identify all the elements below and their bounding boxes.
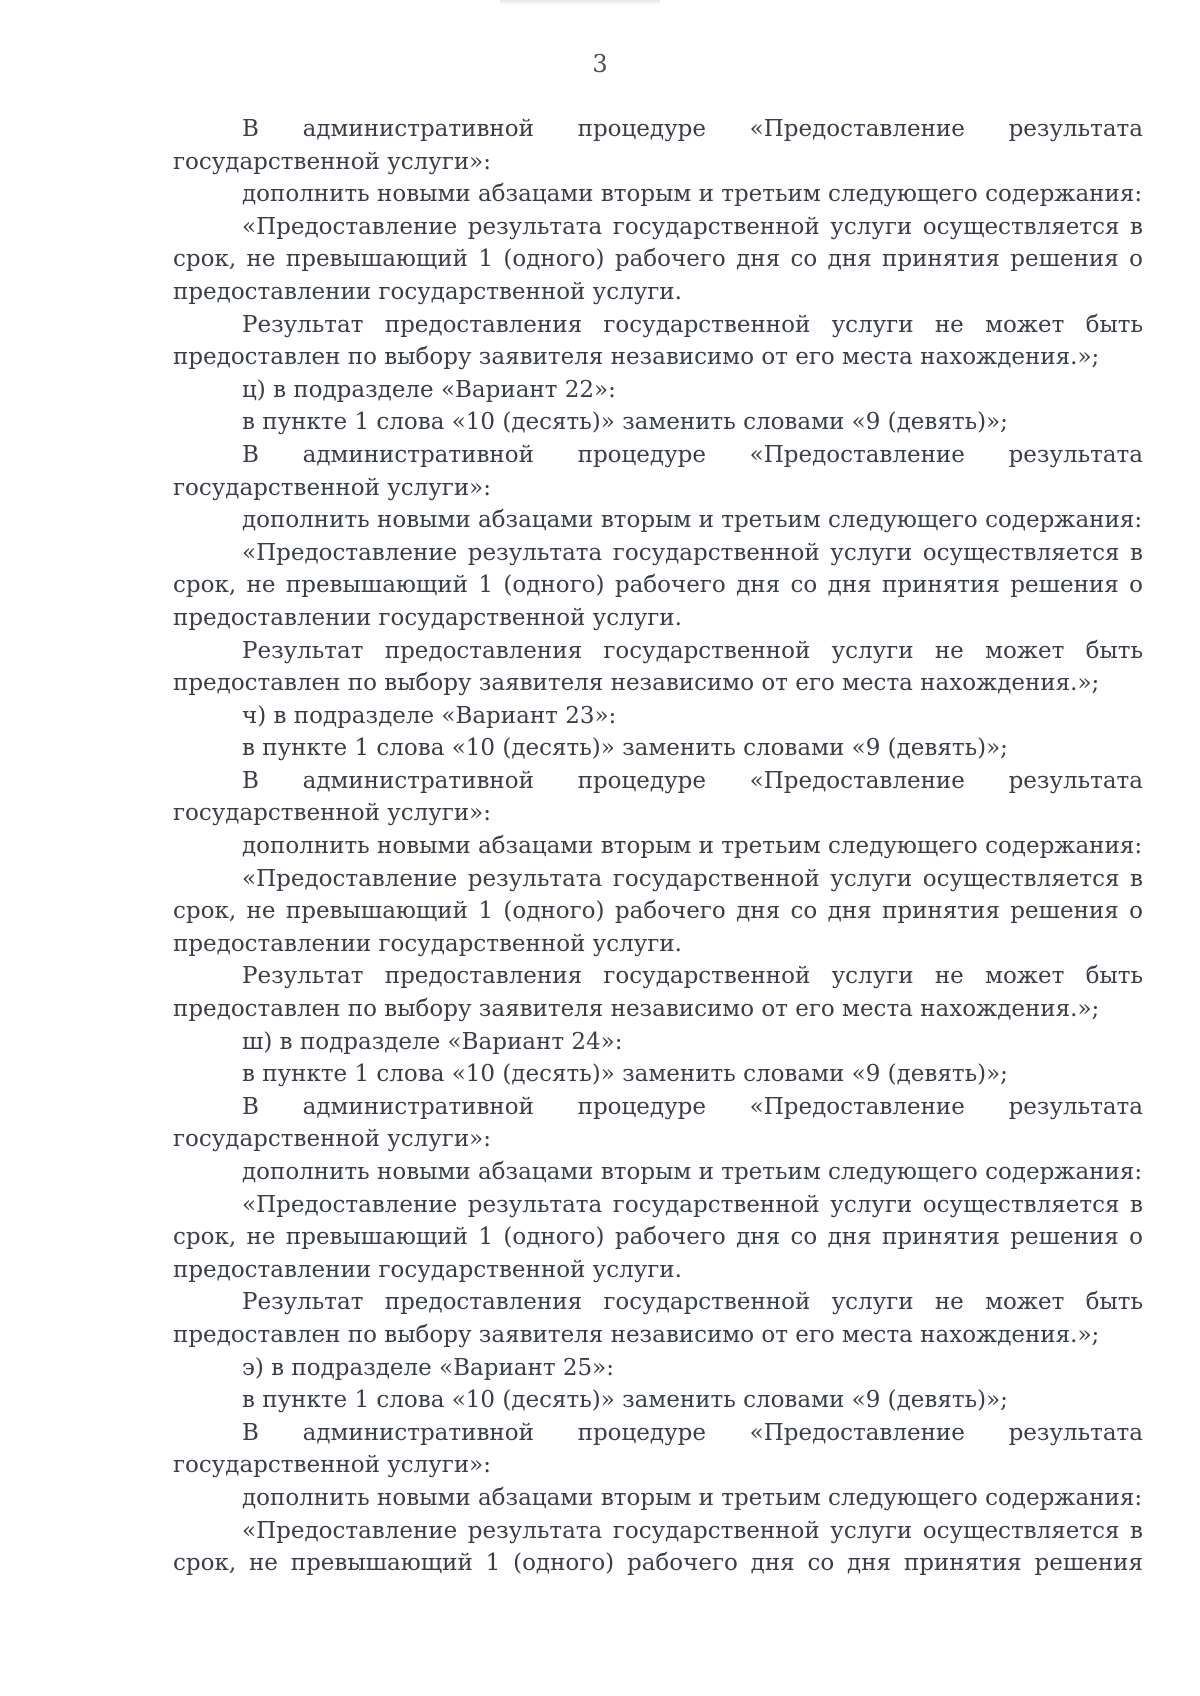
paragraph: э) в подразделе «Вариант 25»: xyxy=(242,1354,614,1381)
paragraph: дополнить новыми абзацами вторым и третьим следующего содержания: xyxy=(242,1484,1143,1511)
paragraph: Результат предоставления государственной услуги не может быть предоставлен по выбору заявителя независимо от его места нахождения.»; xyxy=(173,963,1143,1023)
paragraph: В административной процедуре «Предоставление результата государственной услуги»: xyxy=(173,441,1143,501)
page-number: 3 xyxy=(592,50,608,78)
paragraph: в пункте 1 слова «10 (десять)» заменить словами «9 (девять)»; xyxy=(242,1061,1008,1088)
paragraph: «Предоставление результата государственной услуги осуществляется в срок, не превышающий 1 (одного) рабочего дня со дня принятия решения о предоставлении государственной услуги. xyxy=(173,865,1143,957)
paragraph: Результат предоставления государственной услуги не может быть предоставлен по выбору заявителя независимо от его места нахождения.»; xyxy=(173,311,1143,371)
paragraph: В административной процедуре «Предоставление результата государственной услуги»: xyxy=(173,1419,1143,1479)
paragraph: В административной процедуре «Предоставление результата государственной услуги»: xyxy=(173,767,1143,827)
paragraph: ш) в подразделе «Вариант 24»: xyxy=(242,1028,623,1055)
paragraph: ц) в подразделе «Вариант 22»: xyxy=(242,376,616,403)
document-text xyxy=(173,113,1143,1580)
paragraph: в пункте 1 слова «10 (десять)» заменить словами «9 (девять)»; xyxy=(242,409,1008,436)
paragraph: дополнить новыми абзацами вторым и третьим следующего содержания: xyxy=(242,1159,1143,1185)
paragraph: «Предоставление результата государственной услуги осуществляется в срок, не превышающий 1 (одного) рабочего дня со дня принятия решения xyxy=(173,1517,1143,1577)
paragraph: В административной процедуре «Предоставление результата государственной услуги»: xyxy=(173,116,1143,175)
paragraph: в пункте 1 слова «10 (десять)» заменить словами «9 (девять)»; xyxy=(242,735,1008,762)
paragraph: дополнить новыми абзацами вторым и третьим следующего содержания: xyxy=(242,833,1143,860)
paragraph: ч) в подразделе «Вариант 23»: xyxy=(242,702,617,729)
paragraph: Результат предоставления государственной услуги не может быть предоставлен по выбору заявителя независимо от его места нахождения.»; xyxy=(173,1289,1143,1348)
paragraph: в пункте 1 слова «10 (десять)» заменить словами «9 (девять)»; xyxy=(242,1387,1008,1414)
paragraph: «Предоставление результата государственной услуги осуществляется в срок, не превышающий 1 (одного) рабочего дня со дня принятия решения о предоставлении государственной услуги. xyxy=(173,1191,1143,1283)
paragraph: дополнить новыми абзацами вторым и третьим следующего содержания: xyxy=(242,181,1143,208)
paragraph: дополнить новыми абзацами вторым и третьим следующего содержания: xyxy=(242,507,1143,534)
paragraph: «Предоставление результата государственной услуги осуществляется в срок, не превышающий 1 (одного) рабочего дня со дня принятия решения о предоставлении государственной услуги. xyxy=(173,539,1143,631)
scan-artifact xyxy=(500,0,660,6)
paragraph: В административной процедуре «Предоставление результата государственной услуги»: xyxy=(173,1093,1143,1153)
paragraph: «Предоставление результата государственной услуги осуществляется в срок, не превышающий 1 (одного) рабочего дня со дня принятия решения о предоставлении государственной услуги. xyxy=(173,213,1143,305)
paragraph: Результат предоставления государственной услуги не может быть предоставлен по выбору заявителя независимо от его места нахождения.»; xyxy=(173,637,1143,697)
